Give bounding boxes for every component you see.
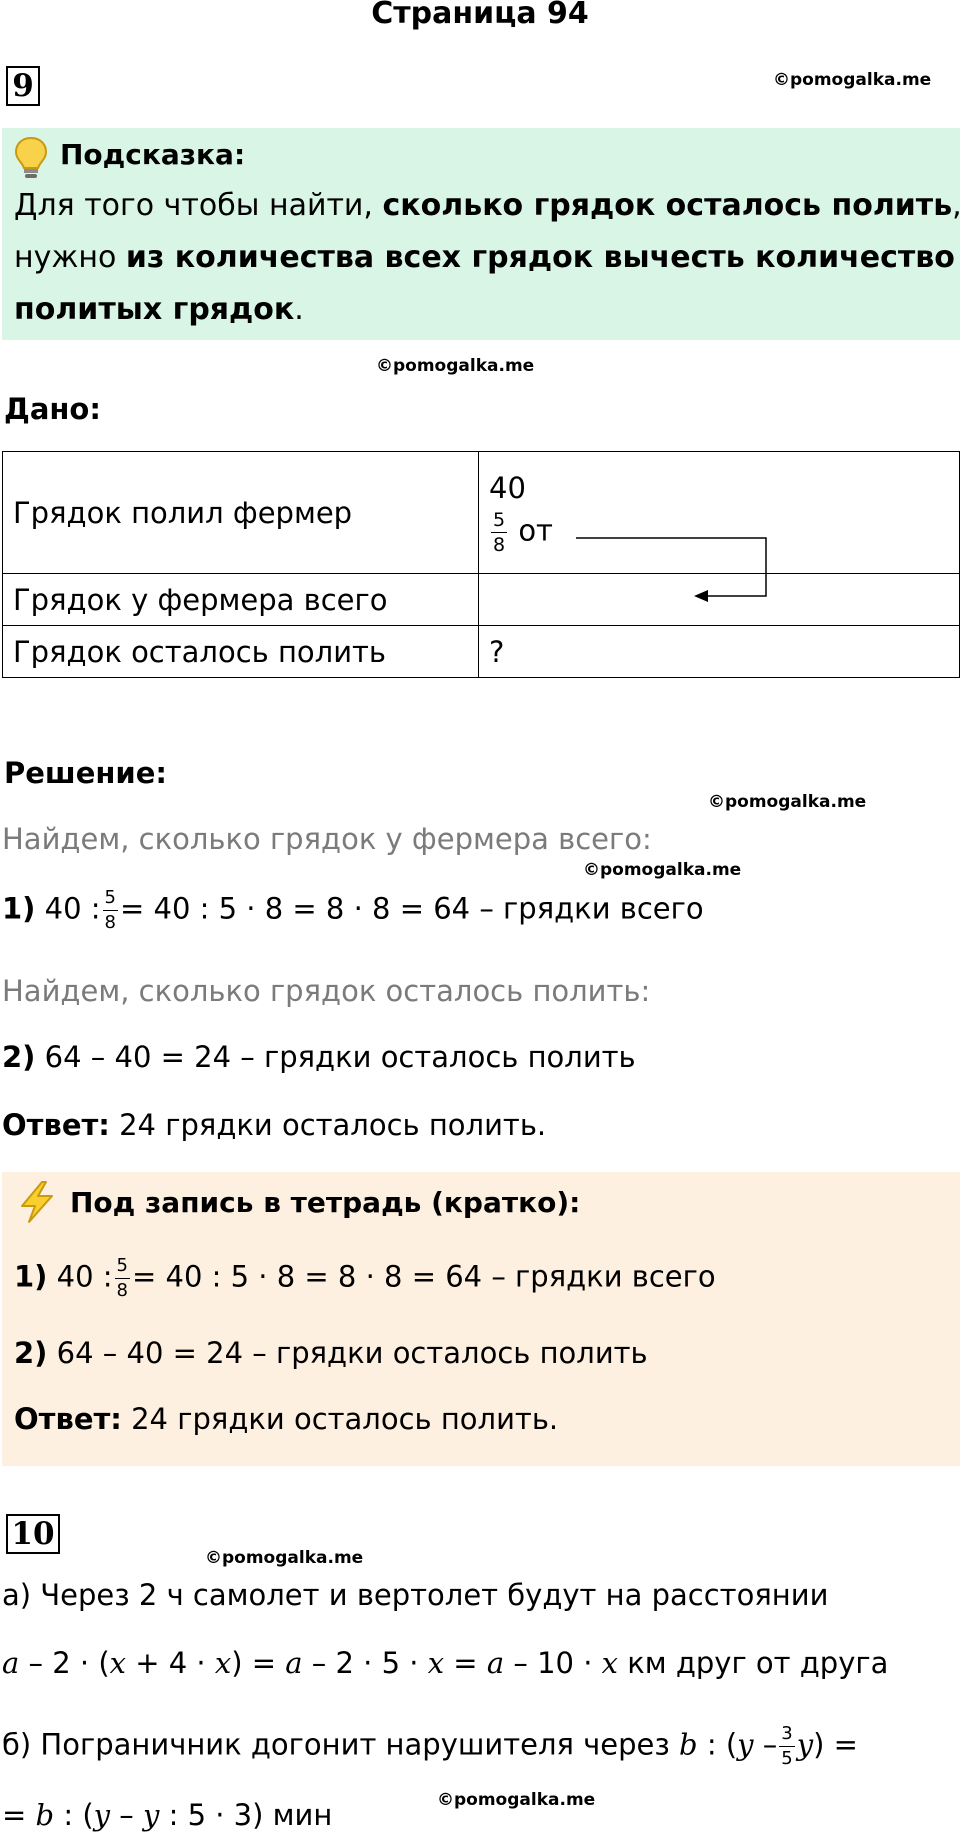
task10-a-line2: a – 2 · (x + 4 · x) = a – 2 · 5 · x = a – 10 · x км друг от друга (2, 1646, 889, 1680)
answer-line: Ответ: 24 грядки осталось полить. (2, 1108, 547, 1142)
task-number-10: 10 (6, 1514, 60, 1554)
watermark: ©pomogalka.me (583, 860, 742, 880)
step2-line: 2) 64 – 40 = 24 – грядки осталось полить (2, 1040, 636, 1074)
solution-heading: Решение: (4, 756, 168, 790)
watermark: ©pomogalka.me (376, 356, 535, 376)
table-row (3, 452, 960, 574)
task10-b-line1: б) Пограничник догонит нарушителя через b : (y – $\frac{3}{5}$ y) = (2, 1723, 858, 1769)
step1-line: 1) 40 : $\frac{5}{8}$ = 40 : 5 · 8 = 8 · 8 = 64 – грядки всего (2, 887, 704, 933)
page-title: Страница 94 (371, 0, 589, 31)
table-row (3, 574, 960, 626)
watermark: ©pomogalka.me (773, 70, 932, 90)
task10-b-line2: = b : (y – y : 5 · 3) мин (2, 1798, 333, 1832)
table-cell-value: 40 $\frac{5}{8}$ от (479, 452, 960, 574)
step1-note: Найдем, сколько грядок у фермера всего: (2, 822, 652, 856)
lightning-icon (16, 1180, 58, 1224)
arrow-icon (570, 530, 770, 610)
notebook-box (2, 1172, 960, 1466)
given-table (2, 451, 960, 678)
table-cell-label: Грядок полил фермер (3, 452, 479, 574)
lightbulb-icon (14, 136, 48, 180)
table-cell-label: Грядок осталось полить (3, 626, 479, 678)
watermark: ©pomogalka.me (708, 792, 867, 812)
watermark: ©pomogalka.me (205, 1548, 364, 1568)
hint-box (2, 128, 960, 340)
notebook-title: Под запись в тетрадь (кратко): (70, 1186, 581, 1219)
table-row (3, 626, 960, 678)
watermark: ©pomogalka.me (437, 1790, 596, 1810)
step2-note: Найдем, сколько грядок осталось полить: (2, 974, 651, 1008)
given-heading: Дано: (4, 392, 101, 426)
notebook-step2: 2) 64 – 40 = 24 – грядки осталось полить (14, 1336, 648, 1370)
task-number-9: 9 (6, 66, 40, 106)
hint-text: Для того чтобы найти, сколько грядок осталось полить, нужно из количества всех грядок вычесть количество политых грядок. (14, 188, 962, 327)
hint-title: Подсказка: (60, 138, 246, 171)
notebook-answer: Ответ: 24 грядки осталось полить. (14, 1402, 559, 1436)
task10-a-line1: а) Через 2 ч самолет и вертолет будут на расстоянии (2, 1578, 829, 1612)
table-cell-value: ? (479, 626, 960, 678)
notebook-step1: 1) 40 : $\frac{5}{8}$ = 40 : 5 · 8 = 8 · 8 = 64 – грядки всего (14, 1255, 716, 1301)
table-cell-label: Грядок у фермера всего (3, 574, 479, 626)
